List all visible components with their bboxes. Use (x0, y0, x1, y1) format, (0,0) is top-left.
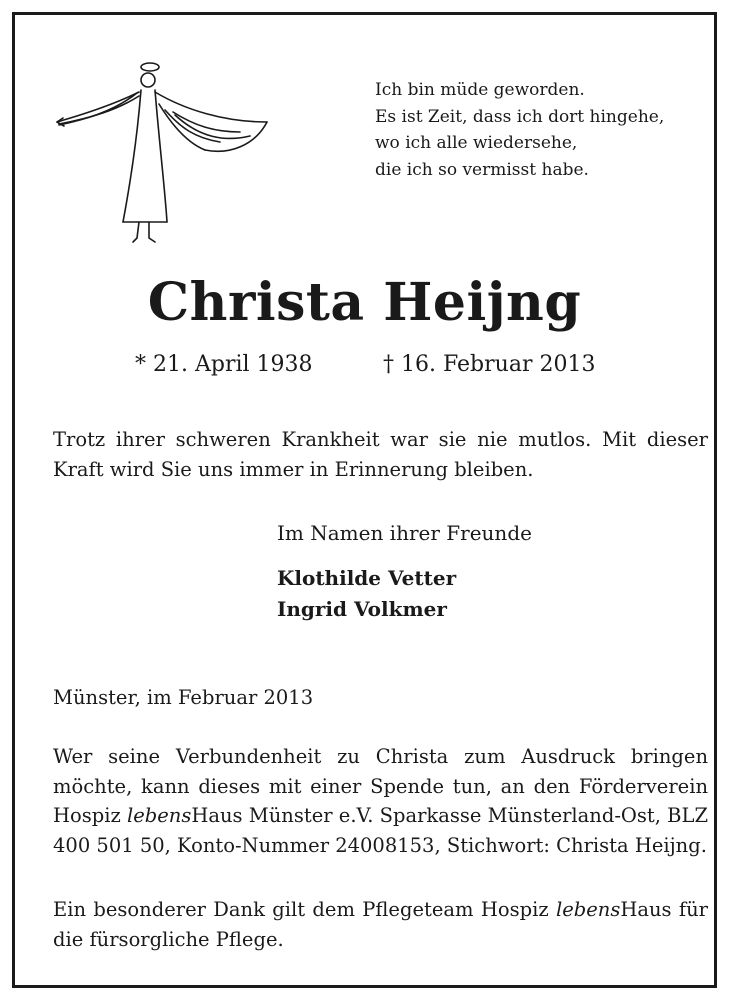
thanks-text-end: Haus für die fürsorgliche Pflege. (53, 898, 708, 951)
birth-date: * 21. April 1938 (135, 352, 313, 377)
thanks-paragraph (53, 895, 708, 954)
signer-name: Klothilde Vetter (277, 566, 457, 590)
donation-italic: lebens (126, 804, 192, 827)
place-date: Münster, im Februar 2013 (53, 686, 314, 709)
poem: Ich bin müde geworden. Es ist Zeit, dass ich dort hingehe, wo ich alle wiedersehe, die ich so vermisst habe. (375, 80, 665, 180)
donation-text: Wer seine Verbundenheit zu Christa zum Ausdruck bringen möchte, kann dieses mit einer Spende tun, an den Förderverein Hospiz (53, 745, 708, 827)
thanks-italic: lebens (555, 898, 621, 921)
signer-name: Ingrid Volkmer (277, 597, 447, 621)
deceased-name: Christa Heijng (147, 272, 582, 333)
signoff: Im Namen ihrer Freunde (277, 521, 532, 545)
donation-paragraph (53, 742, 708, 860)
signers (277, 563, 456, 625)
angel-illustration-icon (55, 60, 270, 250)
obituary-notice (12, 12, 717, 988)
thanks-text: Ein besonderer Dank gilt dem Pflegeteam Hospiz (53, 898, 556, 921)
death-date: † 16. Februar 2013 (383, 352, 596, 377)
tribute-paragraph: Trotz ihrer schweren Krankheit war sie nie mutlos. Mit dieser Kraft wird Sie uns immer in Erinnerung bleiben. (53, 428, 708, 481)
donation-text-end: Haus Münster e.V. Sparkasse Münsterland-Ost, BLZ 400 501 50, Konto-Nummer 24008153, Stichwort: Christa Heijng. (53, 804, 709, 857)
